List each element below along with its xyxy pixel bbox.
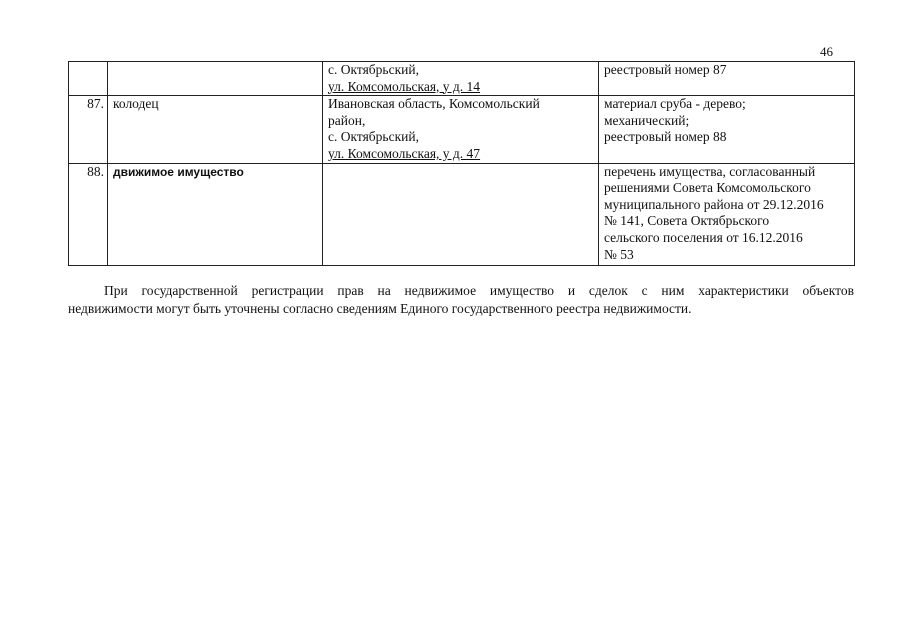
table-row bbox=[69, 96, 855, 163]
object-notes bbox=[599, 62, 855, 96]
row-number: 88. bbox=[69, 163, 108, 265]
address-line: с. Октябрьский, bbox=[328, 129, 419, 145]
object-address bbox=[323, 96, 599, 163]
address-line: с. Октябрьский, bbox=[328, 62, 419, 77]
notes-line: муниципального района от 29.12.2016 bbox=[604, 196, 824, 212]
notes-line: реестровый номер 87 bbox=[604, 62, 727, 77]
row-number bbox=[69, 62, 108, 96]
notes-line: реестровый номер 88 bbox=[604, 129, 727, 145]
object-notes bbox=[599, 96, 855, 163]
notes-line: № 53 bbox=[604, 246, 634, 262]
notes-line: № 141, Совета Октябрьского bbox=[604, 213, 770, 229]
paragraph-line: При государственной регистрации прав на недвижимое имущество и сделок с ним характеристики объектов bbox=[104, 283, 854, 298]
notes-line: материал сруба - дерево; bbox=[604, 96, 746, 112]
object-address bbox=[323, 163, 599, 265]
object-notes bbox=[599, 163, 855, 265]
object-name bbox=[108, 62, 323, 96]
table-row bbox=[69, 62, 855, 96]
object-name: колодец bbox=[108, 96, 323, 163]
address-line: ул. Комсомольская, у д. 14 bbox=[328, 78, 481, 94]
notes-line: механический; bbox=[604, 112, 690, 128]
notes-line: решениями Совета Комсомольского bbox=[604, 180, 811, 196]
object-name: движимое имущество bbox=[108, 163, 323, 265]
object-address bbox=[323, 62, 599, 96]
address-line: Ивановская область, Комсомольский bbox=[328, 96, 540, 112]
address-line: ул. Комсомольская, у д. 47 bbox=[328, 145, 481, 161]
notes-line: сельского поселения от 16.12.2016 bbox=[604, 229, 803, 245]
property-table bbox=[68, 61, 855, 266]
notes-line: перечень имущества, согласованный bbox=[604, 163, 816, 179]
paragraph-line: недвижимости могут быть уточнены согласно сведениям Единого государственного реестра недвижимости. bbox=[68, 301, 692, 316]
closing-paragraph bbox=[68, 282, 854, 318]
address-line: район, bbox=[328, 112, 366, 128]
row-number: 87. bbox=[69, 96, 108, 163]
page-number: 46 bbox=[820, 44, 833, 59]
table-row bbox=[69, 163, 855, 265]
